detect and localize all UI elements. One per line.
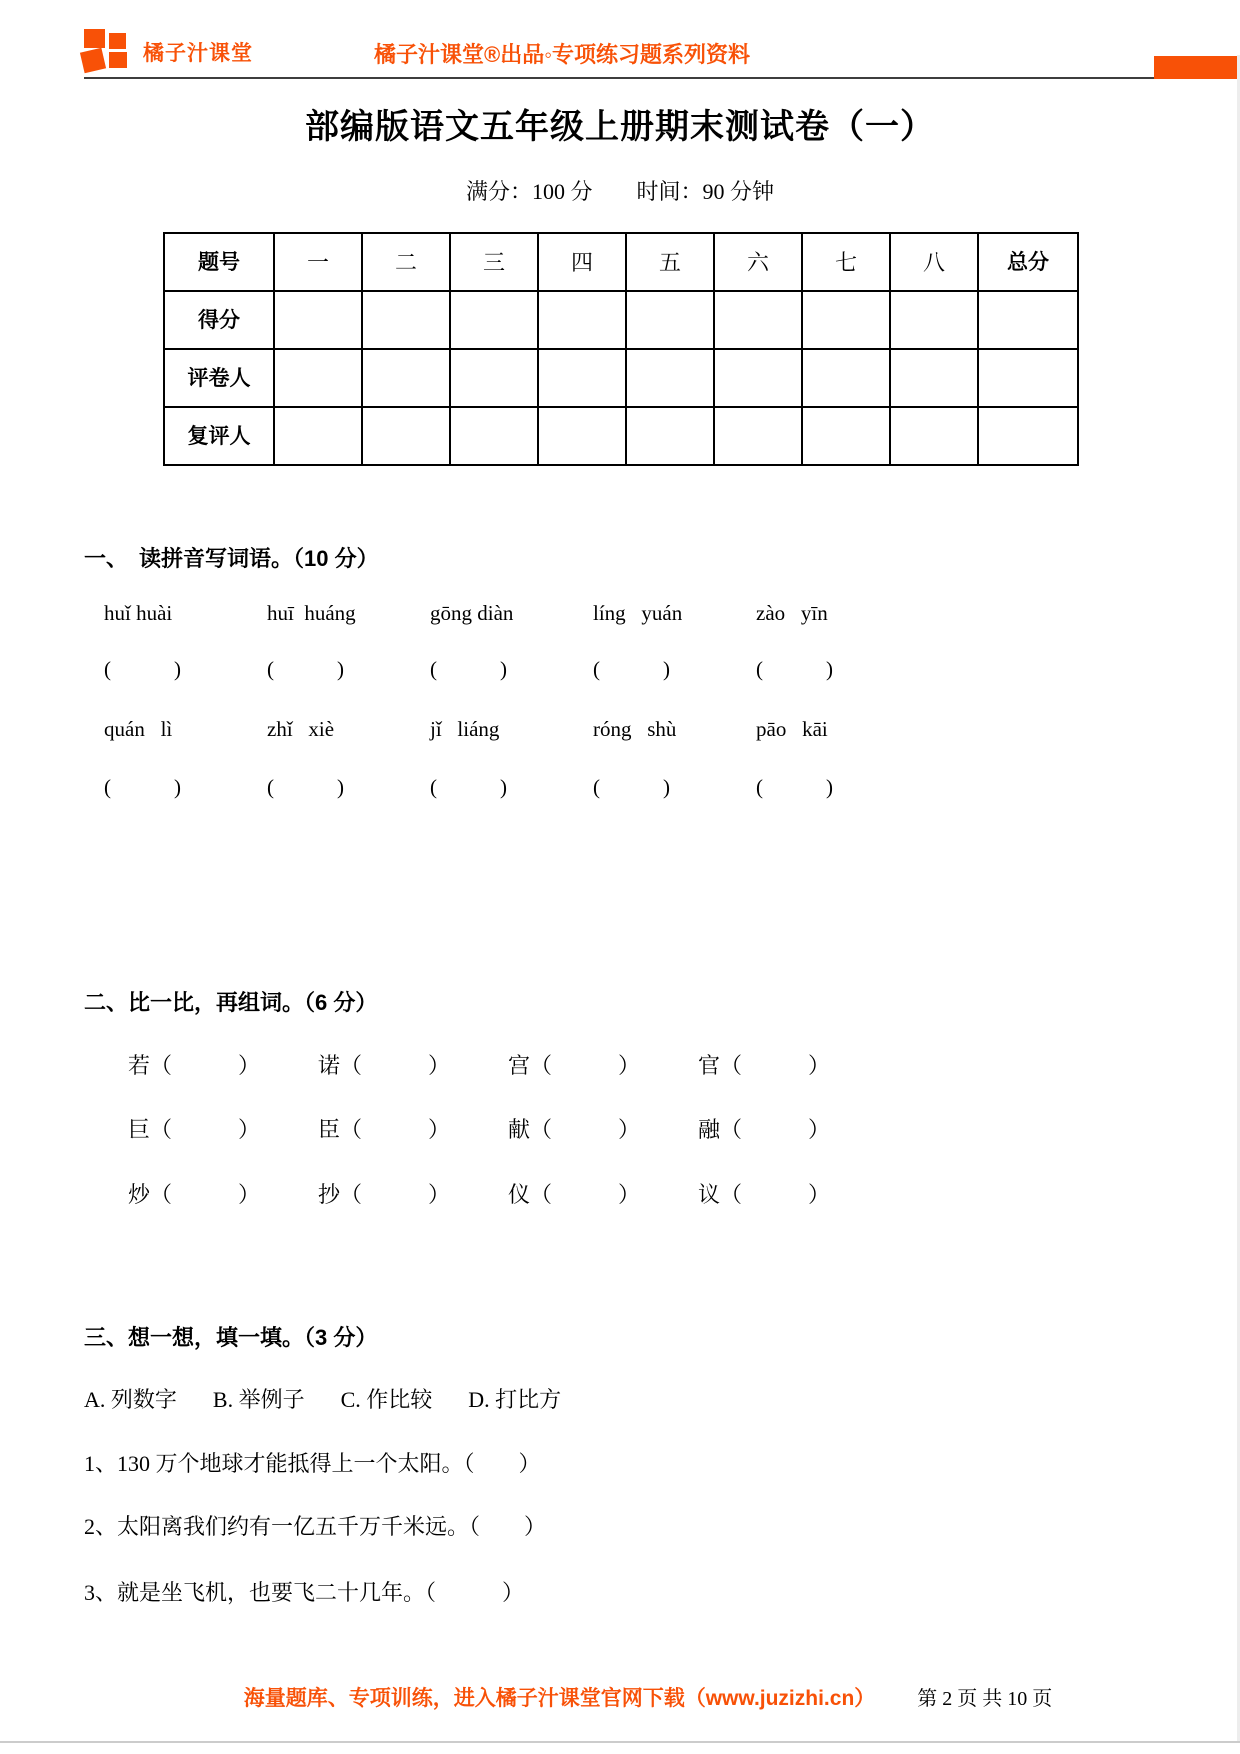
word-char: 融 xyxy=(698,1117,721,1142)
score-row xyxy=(164,291,1078,349)
answer-blank: （ ） xyxy=(340,1182,451,1207)
score-cell xyxy=(274,407,362,465)
answer-blank: ( ) xyxy=(267,657,344,681)
word-cell xyxy=(698,1114,888,1146)
answer-blank: ( ) xyxy=(267,775,344,799)
score-cell xyxy=(274,291,362,349)
score-cell xyxy=(978,291,1078,349)
score-cell xyxy=(714,349,802,407)
answer-blank: （ ） xyxy=(150,1053,261,1078)
score-table-header-cell: 六 xyxy=(714,233,802,291)
score-cell xyxy=(450,349,538,407)
answer-blank: （ ） xyxy=(340,1053,451,1078)
duration-label: 时间：90 分钟 xyxy=(636,179,775,204)
pinyin-item: huǐ huài xyxy=(104,601,173,625)
score-cell xyxy=(538,291,626,349)
score-row-label: 评卷人 xyxy=(164,349,274,407)
answer-blank-row xyxy=(104,772,1240,802)
score-table-header-cell: 一 xyxy=(274,233,362,291)
section-one-heading: 一、 读拼音写词语。（10 分） xyxy=(84,546,379,571)
question-line: 2、太阳离我们约有一亿五千万千米远。（ ） xyxy=(84,1514,547,1539)
score-cell xyxy=(362,407,450,465)
word-row xyxy=(128,1050,1240,1082)
pinyin-row xyxy=(104,714,1240,744)
pinyin-item: jǐ liáng xyxy=(430,717,500,741)
score-cell xyxy=(890,349,978,407)
word-char: 炒 xyxy=(128,1182,151,1207)
score-cell xyxy=(978,407,1078,465)
score-cell xyxy=(538,407,626,465)
answer-blank: ( ) xyxy=(104,657,181,681)
score-cell xyxy=(714,291,802,349)
score-table-header-cell: 总分 xyxy=(978,233,1078,291)
footer-promo-text: 海量题库、专项训练，进入橘子汁课堂官网下载（www.juzizhi.cn） xyxy=(243,1687,876,1710)
options-line xyxy=(84,1385,1240,1415)
pinyin-item: róng shù xyxy=(593,717,677,741)
score-cell xyxy=(538,349,626,407)
section-two-heading: 二、比一比，再组词。（6 分） xyxy=(84,990,378,1015)
word-char: 若 xyxy=(128,1053,151,1078)
score-cell xyxy=(274,349,362,407)
word-char: 仪 xyxy=(508,1182,531,1207)
score-cell xyxy=(890,407,978,465)
answer-blank: ( ) xyxy=(430,657,507,681)
word-cell xyxy=(128,1114,318,1146)
word-char: 议 xyxy=(698,1182,721,1207)
exam-meta xyxy=(0,178,1240,206)
pinyin-item: zhǐ xiè xyxy=(267,717,335,741)
word-row xyxy=(128,1179,1240,1211)
footer-page-info: 第 2 页 共 10 页 xyxy=(917,1688,1053,1710)
word-cell xyxy=(318,1114,508,1146)
pinyin-item: gōng diàn xyxy=(430,601,514,625)
word-char: 官 xyxy=(698,1053,721,1078)
answer-blank: （ ） xyxy=(150,1182,261,1207)
score-cell xyxy=(978,349,1078,407)
score-cell xyxy=(362,349,450,407)
option-b: B. 举例子 xyxy=(212,1387,305,1412)
score-cell xyxy=(626,349,714,407)
answer-blank: （ ） xyxy=(720,1117,831,1142)
score-row-label: 得分 xyxy=(164,291,274,349)
word-char: 献 xyxy=(508,1117,531,1142)
score-table-header-cell: 八 xyxy=(890,233,978,291)
score-table-header-cell: 五 xyxy=(626,233,714,291)
score-row xyxy=(164,349,1078,407)
pinyin-item: líng yuán xyxy=(593,601,683,625)
word-char: 抄 xyxy=(318,1182,341,1207)
answer-blank: ( ) xyxy=(430,775,507,799)
score-cell xyxy=(626,407,714,465)
score-table xyxy=(163,232,1079,466)
question-line: 3、就是坐飞机，也要飞二十几年。（ ） xyxy=(84,1580,525,1605)
word-cell xyxy=(318,1050,508,1082)
word-cell xyxy=(128,1050,318,1082)
score-cell xyxy=(714,407,802,465)
pinyin-item: huī huáng xyxy=(267,601,356,625)
answer-blank-row xyxy=(104,654,1240,684)
header-divider xyxy=(84,77,1156,79)
score-cell xyxy=(450,407,538,465)
answer-blank: （ ） xyxy=(530,1117,641,1142)
answer-blank: ( ) xyxy=(104,775,181,799)
word-cell xyxy=(698,1179,888,1211)
word-cell xyxy=(128,1179,318,1211)
score-cell xyxy=(890,291,978,349)
word-char: 宫 xyxy=(508,1053,531,1078)
option-d: D. 打比方 xyxy=(468,1387,562,1412)
answer-blank: （ ） xyxy=(720,1182,831,1207)
word-cell xyxy=(318,1179,508,1211)
full-score-label: 满分：100 分 xyxy=(465,179,593,204)
question-line: 1、130 万个地球才能抵得上一个太阳。（ ） xyxy=(84,1451,541,1476)
answer-blank: ( ) xyxy=(593,657,670,681)
section-three-heading: 三、想一想，填一填。（3 分） xyxy=(84,1325,378,1350)
word-cell xyxy=(698,1050,888,1082)
header-tagline: 橘子汁课堂®出品◦专项练习题系列资料 xyxy=(373,42,750,67)
page-bottom-edge xyxy=(0,1741,1240,1743)
answer-blank: （ ） xyxy=(340,1117,451,1142)
score-cell xyxy=(802,291,890,349)
brand-logo-text: 橘子汁课堂 xyxy=(143,42,253,65)
score-table-header-cell: 二 xyxy=(362,233,450,291)
pinyin-item: pāo kāi xyxy=(756,717,828,741)
answer-blank: ( ) xyxy=(593,775,670,799)
option-a: A. 列数字 xyxy=(84,1387,177,1412)
header-corner-accent xyxy=(1154,56,1240,79)
score-table-header-cell: 三 xyxy=(450,233,538,291)
answer-blank: （ ） xyxy=(530,1182,641,1207)
score-row xyxy=(164,407,1078,465)
score-cell xyxy=(450,291,538,349)
score-cell xyxy=(362,291,450,349)
answer-blank: ( ) xyxy=(756,657,833,681)
pinyin-row xyxy=(104,598,1240,628)
score-cell xyxy=(626,291,714,349)
option-c: C. 作比较 xyxy=(340,1387,433,1412)
score-table-header-cell: 四 xyxy=(538,233,626,291)
pinyin-item: quán lì xyxy=(104,717,173,741)
word-row xyxy=(128,1114,1240,1146)
answer-blank: （ ） xyxy=(530,1053,641,1078)
word-cell xyxy=(508,1050,698,1082)
score-row-label: 复评人 xyxy=(164,407,274,465)
pinyin-item: zào yīn xyxy=(756,601,828,625)
answer-blank: ( ) xyxy=(756,775,833,799)
answer-blank: （ ） xyxy=(150,1117,261,1142)
word-char: 巨 xyxy=(128,1117,151,1142)
score-cell xyxy=(802,407,890,465)
score-table-corner-cell: 题号 xyxy=(164,233,274,291)
score-table-header-cell: 七 xyxy=(802,233,890,291)
word-char: 臣 xyxy=(318,1117,341,1142)
answer-blank: （ ） xyxy=(720,1053,831,1078)
page-footer xyxy=(28,1682,1240,1712)
word-cell xyxy=(508,1114,698,1146)
word-char: 诺 xyxy=(318,1053,341,1078)
word-cell xyxy=(508,1179,698,1211)
score-table-header-row xyxy=(164,233,1078,291)
page-title: 部编版语文五年级上册期末测试卷（一） xyxy=(305,109,935,146)
score-cell xyxy=(802,349,890,407)
